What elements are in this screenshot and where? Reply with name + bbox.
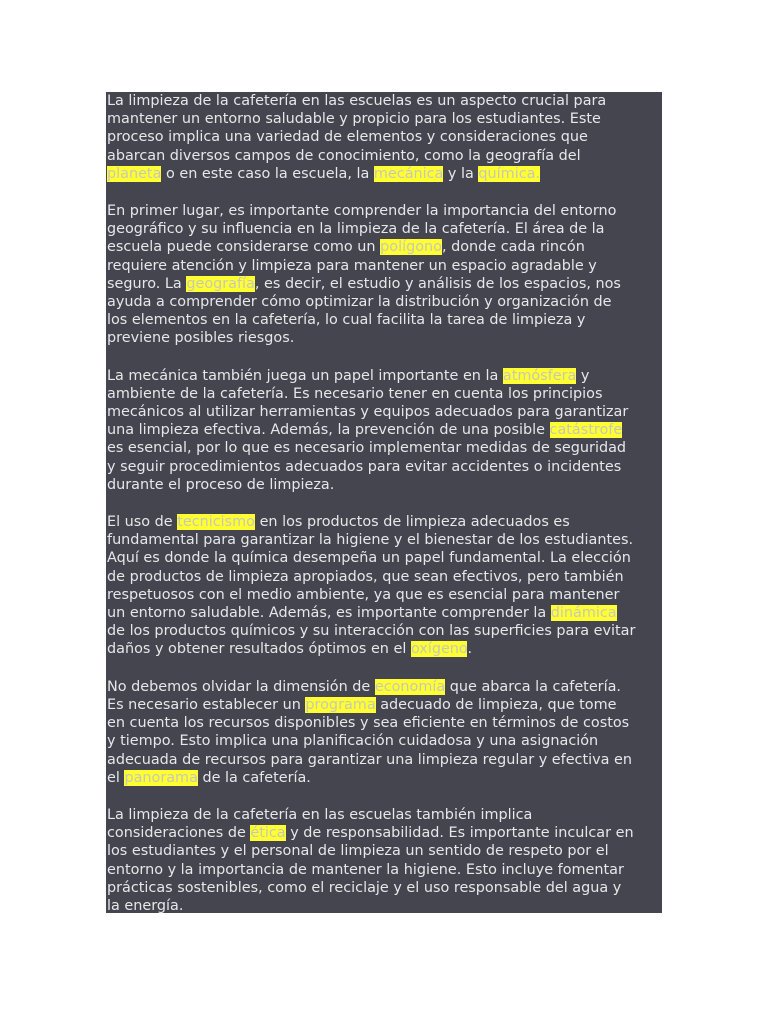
paragraph [107, 678, 662, 787]
paragraph-text: es esencial, por lo que es necesario implementar medidas de seguridad y seguir procedimientos adecuados para evitar accidentes o incidentes durante el proceso de limpieza. [107, 440, 627, 493]
paragraph [107, 367, 662, 494]
paragraph-text: de los productos químicos y su interacción con las superficies para evitar daños y obtener resultados óptimos en el [107, 623, 636, 658]
paragraph-text: La limpieza de la cafetería en las escuelas es un aspecto crucial para mantener un entorno saludable y propicio para los estudiantes. Este proceso implica una variedad de elementos y consideraciones que abarcan diversos campos de conocimiento, como la geografía del [107, 93, 607, 164]
highlighted-word: programa [305, 696, 376, 713]
highlighted-word: panorama [124, 769, 198, 786]
highlighted-word: atmósfera [502, 367, 577, 384]
highlighted-word: geografía [186, 275, 255, 292]
paragraph-text: o en este caso la escuela, la [161, 165, 374, 182]
highlighted-word: planeta [107, 165, 162, 182]
paragraph [107, 513, 662, 659]
document-page [106, 92, 662, 913]
paragraph-text: y de responsabilidad. Es importante inculcar en los estudiantes y el personal de limpieza un sentido de respeto por el entorno y la importancia de mantener la higiene. Esto incluye fomentar prácticas sostenibles, como el reciclaje y el uso responsable del agua y la energía. [107, 825, 634, 914]
highlighted-word: dinámica [550, 605, 617, 622]
paragraph [107, 806, 662, 915]
paragraph-text: que abarca la cafetería. Es necesario establecer un [107, 678, 621, 713]
paragraph-text: En primer lugar, es importante comprender la importancia del entorno geográfico y su influencia en la limpieza de la cafetería. El área de la escuela puede considerarse como un [107, 203, 617, 256]
paragraph [107, 92, 662, 183]
paragraph-text: No debemos olvidar la dimensión de [107, 678, 375, 695]
paragraph-text: El uso de [107, 514, 178, 531]
paragraph-text: , es decir, el estudio y análisis de los espacios, nos ayuda a comprender cómo optimizar la distribución y organización de los elementos en la cafetería, lo cual facilita la tarea de limpieza y previene posibles riesgos. [107, 275, 621, 347]
highlighted-word: química. [478, 165, 540, 182]
paragraph-text: La mecánica también juega un papel importante en la [107, 367, 503, 384]
highlighted-word: oxígeno [410, 641, 468, 658]
paragraph-text: y la [443, 165, 479, 182]
paragraph-text: de la cafetería. [197, 769, 311, 786]
paragraph-text: . [467, 641, 473, 658]
highlighted-word: mecánica [373, 165, 444, 182]
highlighted-word: polígono [380, 239, 442, 256]
highlighted-word: tecnicismo [177, 514, 255, 531]
paragraph-text: , donde cada rincón requiere atención y limpieza para mantener un espacio agradable y seguro. La [107, 239, 597, 292]
highlighted-word: economía [374, 678, 446, 695]
paragraph-text: La limpieza de la cafetería en las escuelas también implica consideraciones de [107, 806, 533, 842]
highlighted-word: ética [250, 825, 286, 842]
paragraph-text: en los productos de limpieza adecuados es fundamental para garantizar la higiene y el bienestar de los estudiantes. Aquí es donde la química desempeña un papel fundamental. La elección de productos de limpieza apropiados, que sean efectivos, pero también respetuosos con el medio ambiente, ya que es esencial para mantener un entorno saludable. Además, es importante comprender la [107, 514, 634, 622]
paragraph-text: adecuado de limpieza, que tome en cuenta los recursos disponibles y sea eficiente en términos de costos y tiempo. Esto implica una planificación cuidadosa y una asignación adecuada de recursos para garantizar una limpieza regular y efectiva en el [107, 696, 632, 786]
paragraph-text: y ambiente de la cafetería. Es necesario tener en cuenta los principios mecánicos al utilizar herramientas y equipos adecuados para garantizar una limpieza efectiva. Además, la prevención de una posible [107, 367, 629, 439]
paragraph [107, 202, 662, 348]
highlighted-word: catástrofe [549, 422, 623, 439]
